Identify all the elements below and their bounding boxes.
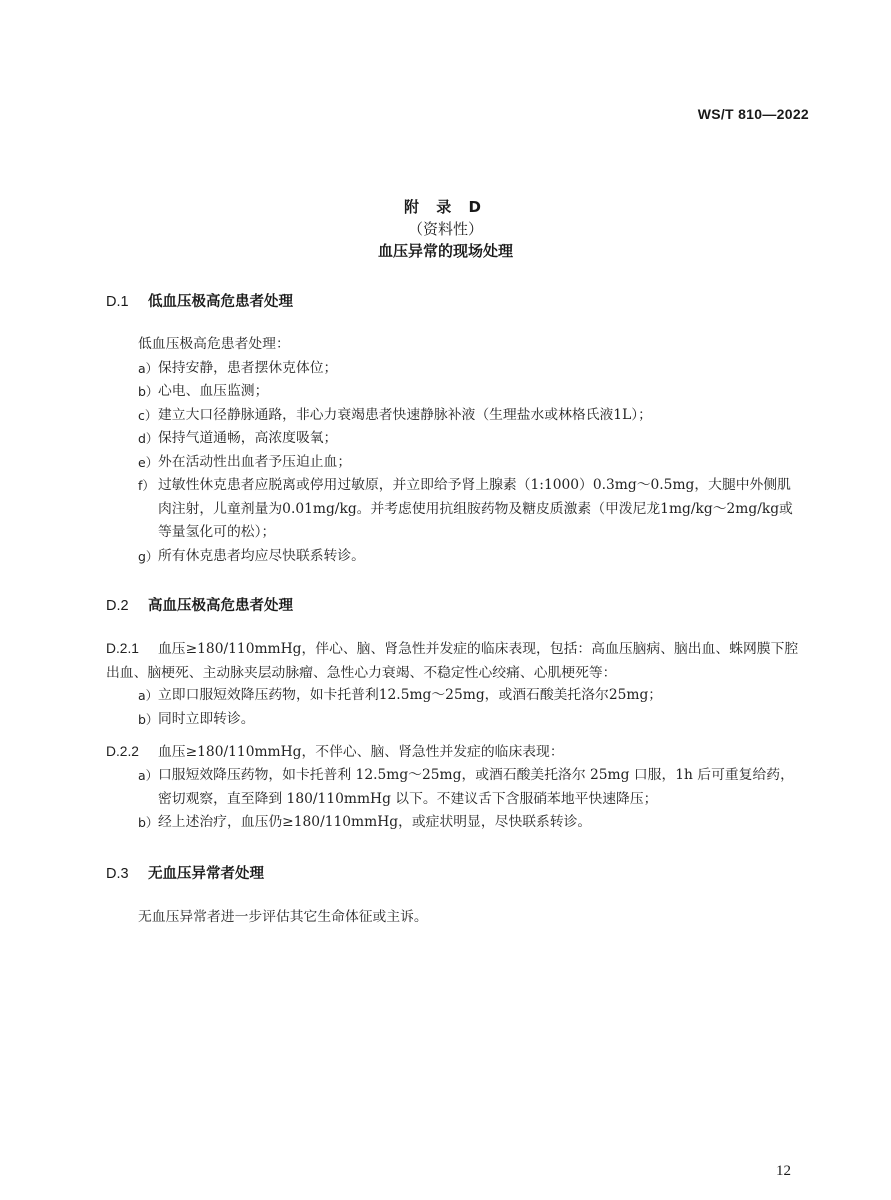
appendix-title: 血压异常的现场处理: [377, 242, 513, 260]
section-body-d3: [138, 906, 818, 930]
list-text: 口服短效降压药物，如卡托普利 12.5mg～25mg，或酒石酸美托洛尔 25mg 口服，1h 后可重复给药，密切观察，直至降到 180/110mmHg 以下。不建议舌下含服硝苯地平快速降压；: [158, 767, 794, 807]
page-number: 12: [776, 1163, 791, 1179]
paragraph-number: D.2.1: [106, 641, 139, 656]
list-marker: f）: [138, 478, 155, 493]
list-text: 外在活动性出血者予压迫止血；: [158, 453, 352, 470]
paragraph-text: 血压≥180/110mmHg，不伴心、脑、肾急性并发症的临床表现：: [158, 744, 564, 760]
appendix-title-block: [0, 196, 891, 262]
section-number: D.2: [106, 598, 129, 614]
intro-text: 低血压极高危患者处理：: [138, 336, 290, 352]
list-marker: g）: [138, 548, 159, 564]
standard-code: WS/T 810—2022: [697, 106, 809, 122]
list-item: [138, 474, 818, 545]
section-heading-d1: [106, 290, 293, 311]
list-d22: [138, 764, 818, 835]
list-text: 建立大口径静脉通路，非心力衰竭患者快速静脉补液（生理盐水或林格氏液1L）；: [158, 406, 652, 423]
list-text: 心电、血压监测；: [158, 383, 269, 399]
list-item: [138, 708, 818, 732]
list-marker: e）: [138, 454, 159, 470]
paragraph-text: 无血压异常者进一步评估其它生命体征或主诉。: [138, 909, 428, 925]
section-number: D.3: [106, 866, 129, 882]
list-item: [138, 764, 818, 811]
list-marker: b）: [138, 711, 159, 727]
list-marker: a）: [138, 768, 159, 783]
list-text: 同时立即转诊。: [158, 710, 255, 727]
list-text: 保持气道通畅，高浓度吸氧；: [158, 430, 338, 446]
list-item: [138, 404, 818, 428]
section-title: 低血压极高危患者处理: [148, 294, 293, 310]
list-item: [138, 545, 818, 569]
appendix-label: 附 录 D: [404, 198, 487, 216]
list-text: 所有休克患者均应尽快联系转诊。: [158, 547, 365, 564]
list-text: 立即口服短效降压药物，如卡托普利12.5mg～25mg，或酒石酸美托洛尔25mg；: [158, 687, 663, 703]
list-item: [138, 427, 818, 451]
section-number: D.1: [106, 294, 129, 310]
list-marker: b）: [138, 815, 159, 830]
section-title: 无血压异常者处理: [148, 866, 264, 882]
list-item: [138, 357, 818, 381]
paragraph-d21: [106, 637, 810, 685]
paragraph-text: 血压≥180/110mmHg，伴心、脑、肾急性并发症的临床表现，包括：高血压脑病、脑出血、蛛网膜下腔出血、脑梗死、主动脉夹层动脉瘤、急性心力衰竭、不稳定性心绞痛、心肌梗死等：: [106, 641, 799, 681]
list-item: [138, 811, 818, 835]
appendix-nature: （资料性）: [407, 220, 483, 238]
list-text: 保持安静，患者摆休克体位；: [158, 359, 338, 376]
paragraph-d22: [106, 740, 810, 765]
list-marker: b）: [138, 384, 159, 399]
list-text: 过敏性休克患者应脱离或停用过敏原，并立即给予肾上腺素（1:1000）0.3mg～0.5mg，大腿中外侧肌肉注射，儿童剂量为0.01mg/kg。并考虑使用抗组胺药物及糖皮质激素（甲泼尼龙1mg/kg～2mg/kg或等量氢化可的松）；: [158, 477, 793, 540]
list-d21: [138, 684, 818, 731]
list-marker: c）: [138, 407, 158, 423]
paragraph-number: D.2.2: [106, 744, 139, 759]
section-body-d1: [138, 333, 818, 568]
section-heading-d2: [106, 594, 293, 615]
section-heading-d3: [106, 862, 264, 883]
list-item: [138, 380, 818, 404]
list-marker: a）: [138, 360, 159, 376]
list-item: [138, 451, 818, 475]
list-marker: d）: [138, 431, 159, 446]
list-item: [138, 684, 818, 708]
section-title: 高血压极高危患者处理: [148, 598, 293, 614]
list-marker: a）: [138, 688, 159, 703]
list-text: 经上述治疗，血压仍≥180/110mmHg，或症状明显，尽快联系转诊。: [158, 814, 592, 830]
